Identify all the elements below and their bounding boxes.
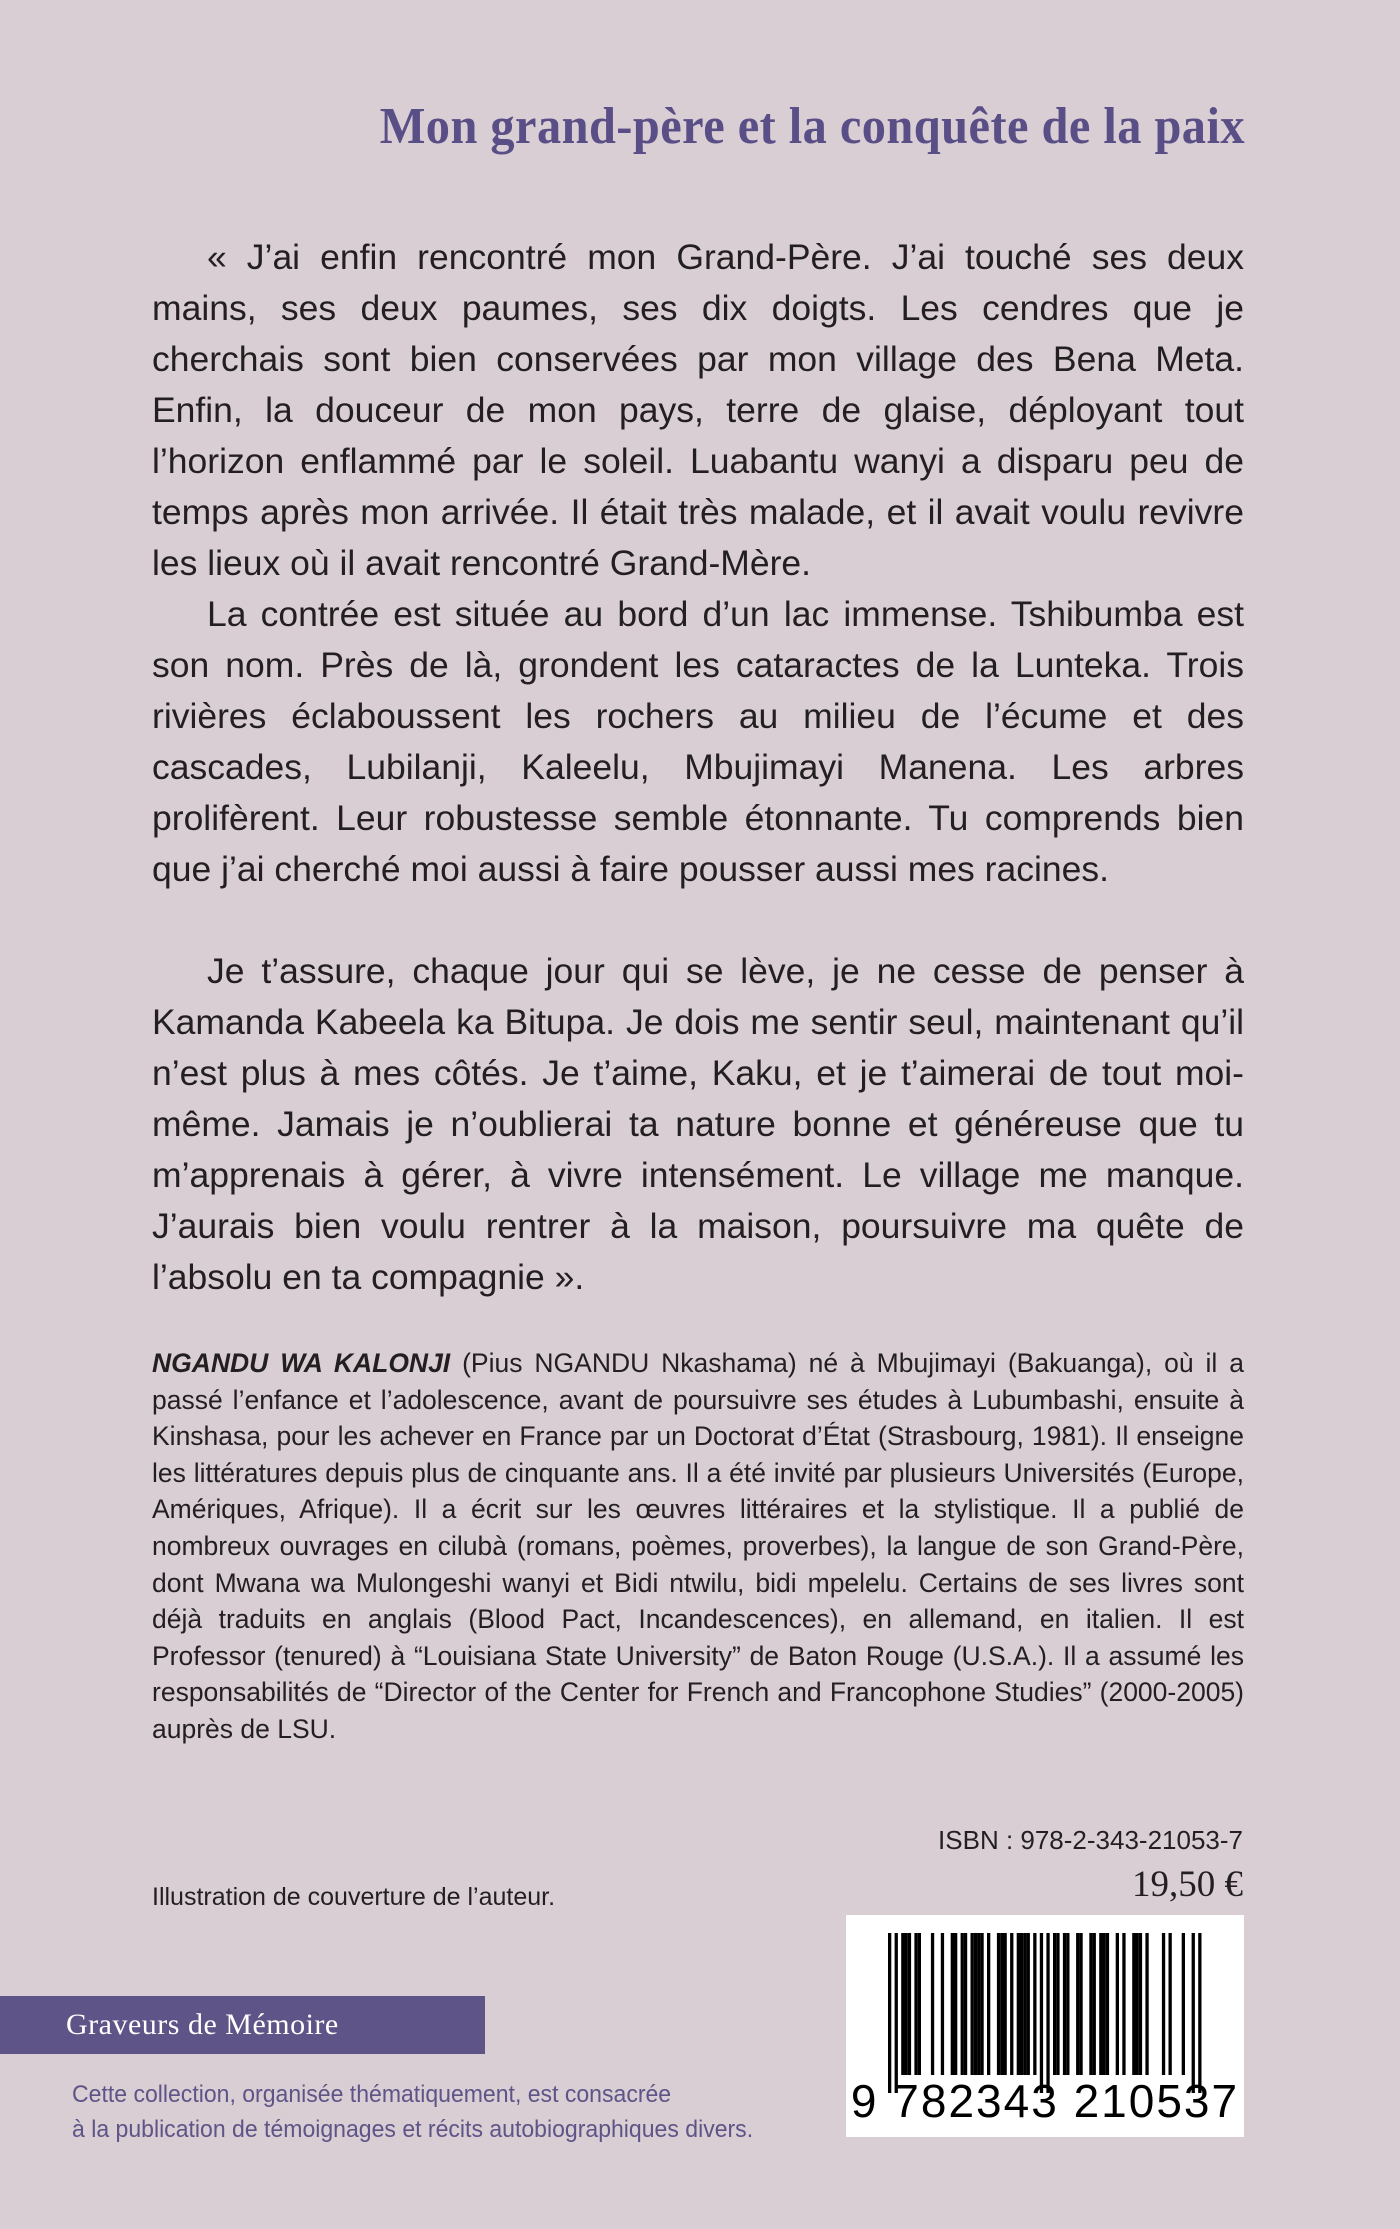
- barcode-bar: [987, 1933, 990, 2075]
- book-title-1: Mwana wa Mulongeshi wanyi: [214, 1567, 571, 1598]
- barcode-bar: [980, 1933, 983, 2075]
- author-position: “Director of the Center for French and Francophone Studies”: [374, 1677, 1092, 1708]
- price: 19,50 €: [1132, 1864, 1243, 1905]
- barcode-bar: [905, 1933, 908, 2075]
- barcode-bar: [1145, 1933, 1148, 2075]
- barcode-bar: [951, 1933, 954, 2075]
- barcode: [846, 1915, 1244, 2137]
- barcode-bar: [1020, 1933, 1023, 2075]
- barcode-bar: [1004, 1933, 1007, 2075]
- barcode-bar: [931, 1933, 934, 2075]
- barcode-digits: 9 782343 210537: [850, 2075, 1240, 2127]
- author-biography: [152, 1345, 1244, 1748]
- barcode-bar: [1093, 1933, 1096, 2075]
- barcode-bar: [971, 1933, 974, 2075]
- barcode-bar: [1010, 1933, 1013, 2075]
- collection-name: Graveurs de Mémoire: [66, 2008, 339, 2041]
- barcode-bar: [1046, 1933, 1049, 2093]
- barcode-bar: [1089, 1933, 1092, 2075]
- barcode-bar: [1162, 1933, 1165, 2075]
- barcode-bar: [997, 1933, 1000, 2075]
- barcode-bar: [1192, 1933, 1195, 2093]
- collection-description: [72, 2077, 786, 2147]
- barcode-bar: [1169, 1933, 1172, 2075]
- bio-text-1: (Pius NGANDU Nkashama) né à Mbujimayi (Bakuanga), où il a passé l’enfance et l’adolescence, avant de poursuivre ses études à Lubumbashi, ensuite à Kinshasa, pour les achever en France par un Doctorat d’État (Strasbourg, 1981). Il enseigne les littératures depuis plus de cinquante ans. Il a été invité par plusieurs Universités (Europe, Amériques, Afrique). Il a écrit sur les œuvres littéraires et la stylistique. Il a publié de nombreux ouvrages en cilubà (romans, poèmes, proverbes), la langue de son Grand-Père, dont: [152, 1348, 1244, 1598]
- barcode-bar: [1182, 1933, 1185, 2075]
- barcode-bar: [901, 1933, 904, 2075]
- barcode-bar: [888, 1933, 891, 2093]
- barcode-bar: [1000, 1933, 1003, 2075]
- barcode-bar: [1063, 1933, 1066, 2075]
- barcode-bar: [1017, 1933, 1020, 2075]
- barcode-bar: [954, 1933, 957, 2075]
- barcode-bar: [1122, 1933, 1125, 2075]
- book-title-2: Bidi ntwilu, bidi mpelelu: [614, 1567, 901, 1598]
- barcode-bar: [1053, 1933, 1056, 2075]
- barcode-bar: [977, 1933, 980, 2075]
- barcode-bar: [918, 1933, 921, 2075]
- barcode-bar: [974, 1933, 977, 2075]
- barcode-bar: [1106, 1933, 1109, 2075]
- excerpt-paragraph-2: La contrée est située au bord d’un lac immense. Tshibumba est son nom. Près de là, grondent les cataractes de la Lunteka. Trois rivières éclaboussent les rochers au milieu de l’écume et des cascades, Lubilanji, Kaleelu, Mbujimayi Manena. Les arbres prolifèrent. Leur robustesse semble étonnante. Tu comprends bien que j’ai cherché moi aussi à faire pousser aussi mes racines.: [152, 594, 1244, 889]
- barcode-bar: [914, 1933, 917, 2075]
- barcode-bar: [1198, 1933, 1201, 2093]
- barcode-bar: [1066, 1933, 1069, 2075]
- author-role: Professor: [152, 1640, 266, 1671]
- author-name: NGANDU WA KALONJI: [152, 1348, 451, 1378]
- book-title: Mon grand-père et la conquête de la paix: [379, 98, 1245, 155]
- barcode-bar: [1132, 1933, 1135, 2075]
- excerpt-paragraph-3: Je t’assure, chaque jour qui se lève, je ne cesse de penser à Kamanda Kabeela ka Bitupa. Je dois me sentir seul, maintenant qu’il n’est plus à mes côtés. Je t’aime, Kaku, et je t’aimerai de tout moi-même. Jamais je n’oublierai ta nature bonne et généreuse que tu m’apprenais à gérer, à vivre intensément. Le village me manque. J’aurais bien voulu rentrer à la maison, poursuivre ma quête de l’absolu en ta compagnie ».: [152, 951, 1244, 1297]
- bio-text-6: à “Louisiana State University” de Baton Rouge (U.S.A.). Il a assumé les responsabilités de: [152, 1640, 1244, 1708]
- barcode-bar: [964, 1933, 967, 2075]
- barcode-bar: [1079, 1933, 1082, 2075]
- bio-text-3: . Certains de ses livres sont déjà traduits en anglais (: [152, 1567, 1244, 1635]
- collection-band: [0, 1996, 485, 2054]
- bio-text-4: ), en allemand, en italien. Il est: [829, 1604, 1245, 1635]
- barcode-bar: [1136, 1933, 1139, 2075]
- barcode-bar: [1076, 1933, 1079, 2075]
- barcode-bar: [1139, 1933, 1142, 2075]
- excerpt: [152, 232, 1244, 1303]
- barcode-bar: [895, 1933, 898, 2093]
- barcode-bar: [941, 1933, 944, 2075]
- collection-description-line-1: Cette collection, organisée thématiquement, est consacrée: [72, 2081, 672, 2108]
- bio-text-5: (tenured): [265, 1640, 391, 1671]
- barcode-bar: [908, 1933, 911, 2075]
- cover-credit: Illustration de couverture de l’auteur.: [152, 1883, 556, 1911]
- collection-description-line-2: à la publication de témoignages et récits autobiographiques divers.: [72, 2116, 754, 2143]
- barcode-bar: [1056, 1933, 1059, 2075]
- bio-text-7: (2000-2005) auprès de LSU.: [152, 1677, 1245, 1744]
- barcode-bar: [1116, 1933, 1119, 2075]
- excerpt-paragraph-1: « J’ai enfin rencontré mon Grand-Père. J’ai touché ses deux mains, ses deux paumes, ses dix doigts. Les cendres que je cherchais sont bien conservées par mon village des Bena Meta. Enfin, la douceur de mon pays, terre de glaise, déployant tout l’horizon enflammé par le soleil. Luabantu wanyi a disparu peu de temps après mon arrivée. Il était très malade, et il avait voulu revivre les lieux où il avait rencontré Grand-Mère.: [152, 237, 1244, 583]
- bio-text-2: et: [570, 1567, 615, 1598]
- barcode-bar: [961, 1933, 964, 2075]
- barcode-bar: [1103, 1933, 1106, 2075]
- barcode-bar: [1099, 1933, 1102, 2075]
- barcode-bar: [1023, 1933, 1026, 2075]
- barcode-bar: [1027, 1933, 1030, 2075]
- book-title-3: Blood Pact, Incandescences: [477, 1604, 830, 1635]
- barcode-bar: [1033, 1933, 1036, 2075]
- isbn: ISBN : 978-2-343-21053-7: [938, 1825, 1243, 1855]
- barcode-bar: [1040, 1933, 1043, 2093]
